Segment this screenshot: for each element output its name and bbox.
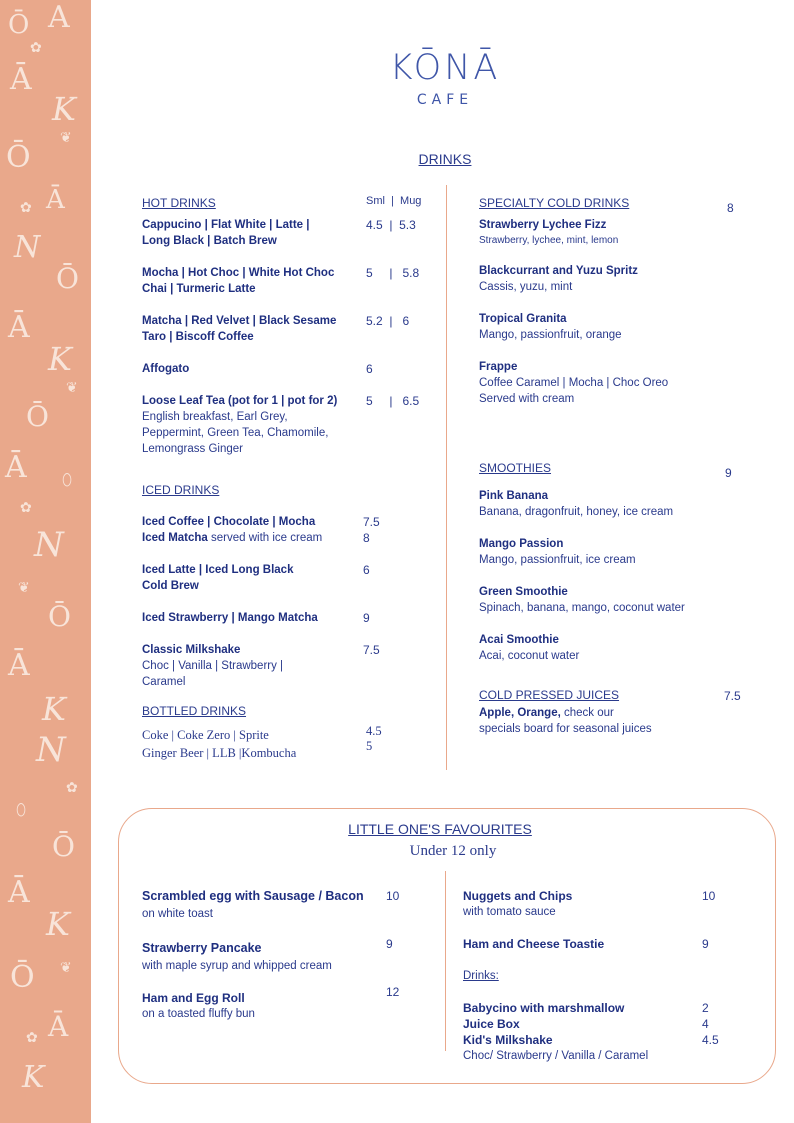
hot-item-price: 5 | 6.5 — [366, 394, 420, 408]
kids-heading: LITTLE ONE'S FAVOURITES — [348, 821, 532, 837]
iced-item-desc: Choc | Vanilla | Strawberry | Caramel — [142, 660, 284, 688]
kids-milkshake-flavours: Choc/ Strawberry / Vanilla / Caramel — [463, 1050, 649, 1062]
kids-drink-price: 4.5 — [702, 1033, 719, 1047]
kids-drink-price: 2 — [702, 1001, 709, 1015]
iced-item-name: Iced Coffee | Chocolate | Mocha — [142, 516, 316, 528]
bottled-price: 4.5 — [366, 724, 382, 738]
smoothie-desc: Banana, dragonfruit, honey, ice cream — [479, 506, 674, 518]
decorative-pattern-strip: Ō A Ā K Ō Ā N Ō Ā K Ō Ā N Ō Ā K N Ō Ā K Ō Ā K ✿ ❦ ✿ ❦ ✿ ⬯ ❦ ✿ ⬯ ❦ ✿ — [0, 0, 91, 1123]
kids-drinks-label: Drinks: — [463, 970, 499, 982]
hot-item-name: Matcha | Red Velvet | Black Sesame Taro | Biscoff Coffee — [142, 315, 337, 343]
kids-item-desc: with maple syrup and whipped cream — [142, 960, 332, 972]
iced-item-price: 8 — [363, 531, 370, 545]
juices-desc: specials board for seasonal juices — [479, 723, 652, 735]
iced-drinks-heading: ICED DRINKS — [142, 483, 220, 497]
hot-item-name: Cappucino | Flat White | Latte | Long Black | Batch Brew — [142, 219, 310, 247]
iced-item-price: 9 — [363, 611, 370, 625]
column-divider — [446, 185, 447, 770]
kids-item-desc: with tomato sauce — [463, 906, 556, 918]
specialty-heading: SPECIALTY COLD DRINKS — [479, 196, 630, 210]
smoothie-name: Mango Passion — [479, 538, 564, 550]
smoothie-desc: Mango, passionfruit, ice cream — [479, 554, 636, 566]
specialty-price: 8 — [727, 201, 734, 215]
kids-item-price: 9 — [386, 937, 393, 951]
kids-item-name: Ham and Egg Roll — [142, 991, 245, 1005]
iced-item-price: 6 — [363, 563, 370, 577]
bottled-line: Ginger Beer | LLB |Kombucha — [142, 746, 297, 760]
specialty-item-name: Frappe — [479, 361, 518, 373]
specialty-item-desc: Mango, passionfruit, orange — [479, 329, 622, 341]
bottled-line: Coke | Coke Zero | Sprite — [142, 728, 269, 742]
kids-drink-name: Babycino with marshmallow — [463, 1001, 625, 1015]
kids-item-desc: on a toasted fluffy bun — [142, 1008, 255, 1020]
juices-heading: COLD PRESSED JUICES — [479, 688, 620, 702]
hot-item-price: 5.2 | 6 — [366, 314, 410, 328]
kids-item-name: Scrambled egg with Sausage / Bacon — [142, 889, 364, 903]
smoothie-name: Acai Smoothie — [479, 634, 559, 646]
iced-item-name: Iced Latte | Iced Long Black Cold Brew — [142, 564, 294, 592]
iced-item-name: Iced Matcha served with ice cream — [142, 532, 323, 544]
hot-item-name: Mocha | Hot Choc | White Hot Choc Chai | Turmeric Latte — [142, 267, 335, 295]
size-header: Sml | Mug — [366, 195, 422, 207]
specialty-item-name: Blackcurrant and Yuzu Spritz — [479, 265, 638, 277]
kids-item-name: Strawberry Pancake — [142, 941, 262, 955]
kids-item-price: 9 — [702, 937, 709, 951]
smoothie-desc: Acai, coconut water — [479, 650, 580, 662]
specialty-item-desc: Coffee Caramel | Mocha | Choc Oreo Served with cream — [479, 377, 669, 405]
page-title: DRINKS — [418, 151, 472, 167]
smoothie-name: Green Smoothie — [479, 586, 568, 598]
specialty-item-desc: Cassis, yuzu, mint — [479, 281, 573, 293]
kids-item-name: Nuggets and Chips — [463, 889, 573, 903]
smoothies-price: 9 — [725, 466, 732, 480]
kids-divider — [445, 871, 446, 1051]
juices-desc: Apple, Orange, check our — [479, 707, 614, 719]
hot-item-name: Affogato — [142, 363, 190, 375]
specialty-item-desc: Strawberry, lychee, mint, lemon — [479, 235, 619, 246]
kids-item-name: Ham and Cheese Toastie — [463, 937, 605, 951]
specialty-item-name: Tropical Granita — [479, 313, 567, 325]
smoothie-name: Pink Banana — [479, 490, 549, 502]
smoothies-heading: SMOOTHIES — [479, 461, 552, 475]
hot-item-price: 6 — [366, 362, 373, 376]
brand-logo: KŌNĀ — [389, 48, 501, 88]
kids-item-desc: on white toast — [142, 908, 213, 920]
kids-item-price: 10 — [702, 889, 716, 903]
specialty-item-name: Strawberry Lychee Fizz — [479, 219, 607, 231]
juices-price: 7.5 — [724, 689, 741, 703]
kids-item-price: 10 — [386, 889, 400, 903]
iced-item-name: Iced Strawberry | Mango Matcha — [142, 612, 318, 624]
hot-item-price: 4.5 | 5.3 — [366, 218, 416, 232]
iced-item-name: Classic Milkshake — [142, 644, 241, 656]
brand-subtitle: CAFE — [416, 92, 474, 108]
hot-item-price: 5 | 5.8 — [366, 266, 420, 280]
kids-subtitle: Under 12 only — [409, 843, 497, 859]
kids-item-price: 12 — [386, 985, 400, 999]
iced-item-price: 7.5 — [363, 643, 380, 657]
smoothie-desc: Spinach, banana, mango, coconut water — [479, 602, 685, 614]
hot-item-desc: English breakfast, Earl Grey, Peppermint, Green Tea, Chamomile, Lemongrass Ginger — [142, 411, 329, 455]
kids-drink-name: Juice Box — [463, 1017, 520, 1031]
iced-item-price: 7.5 — [363, 515, 380, 529]
kids-drink-name: Kid's Milkshake — [463, 1033, 553, 1047]
bottled-price: 5 — [366, 739, 373, 753]
bottled-drinks-heading: BOTTLED DRINKS — [142, 704, 247, 718]
hot-drinks-heading: HOT DRINKS — [142, 196, 216, 210]
kids-drink-price: 4 — [702, 1017, 709, 1031]
hot-item-name: Loose Leaf Tea (pot for 1 | pot for 2) — [142, 395, 338, 407]
